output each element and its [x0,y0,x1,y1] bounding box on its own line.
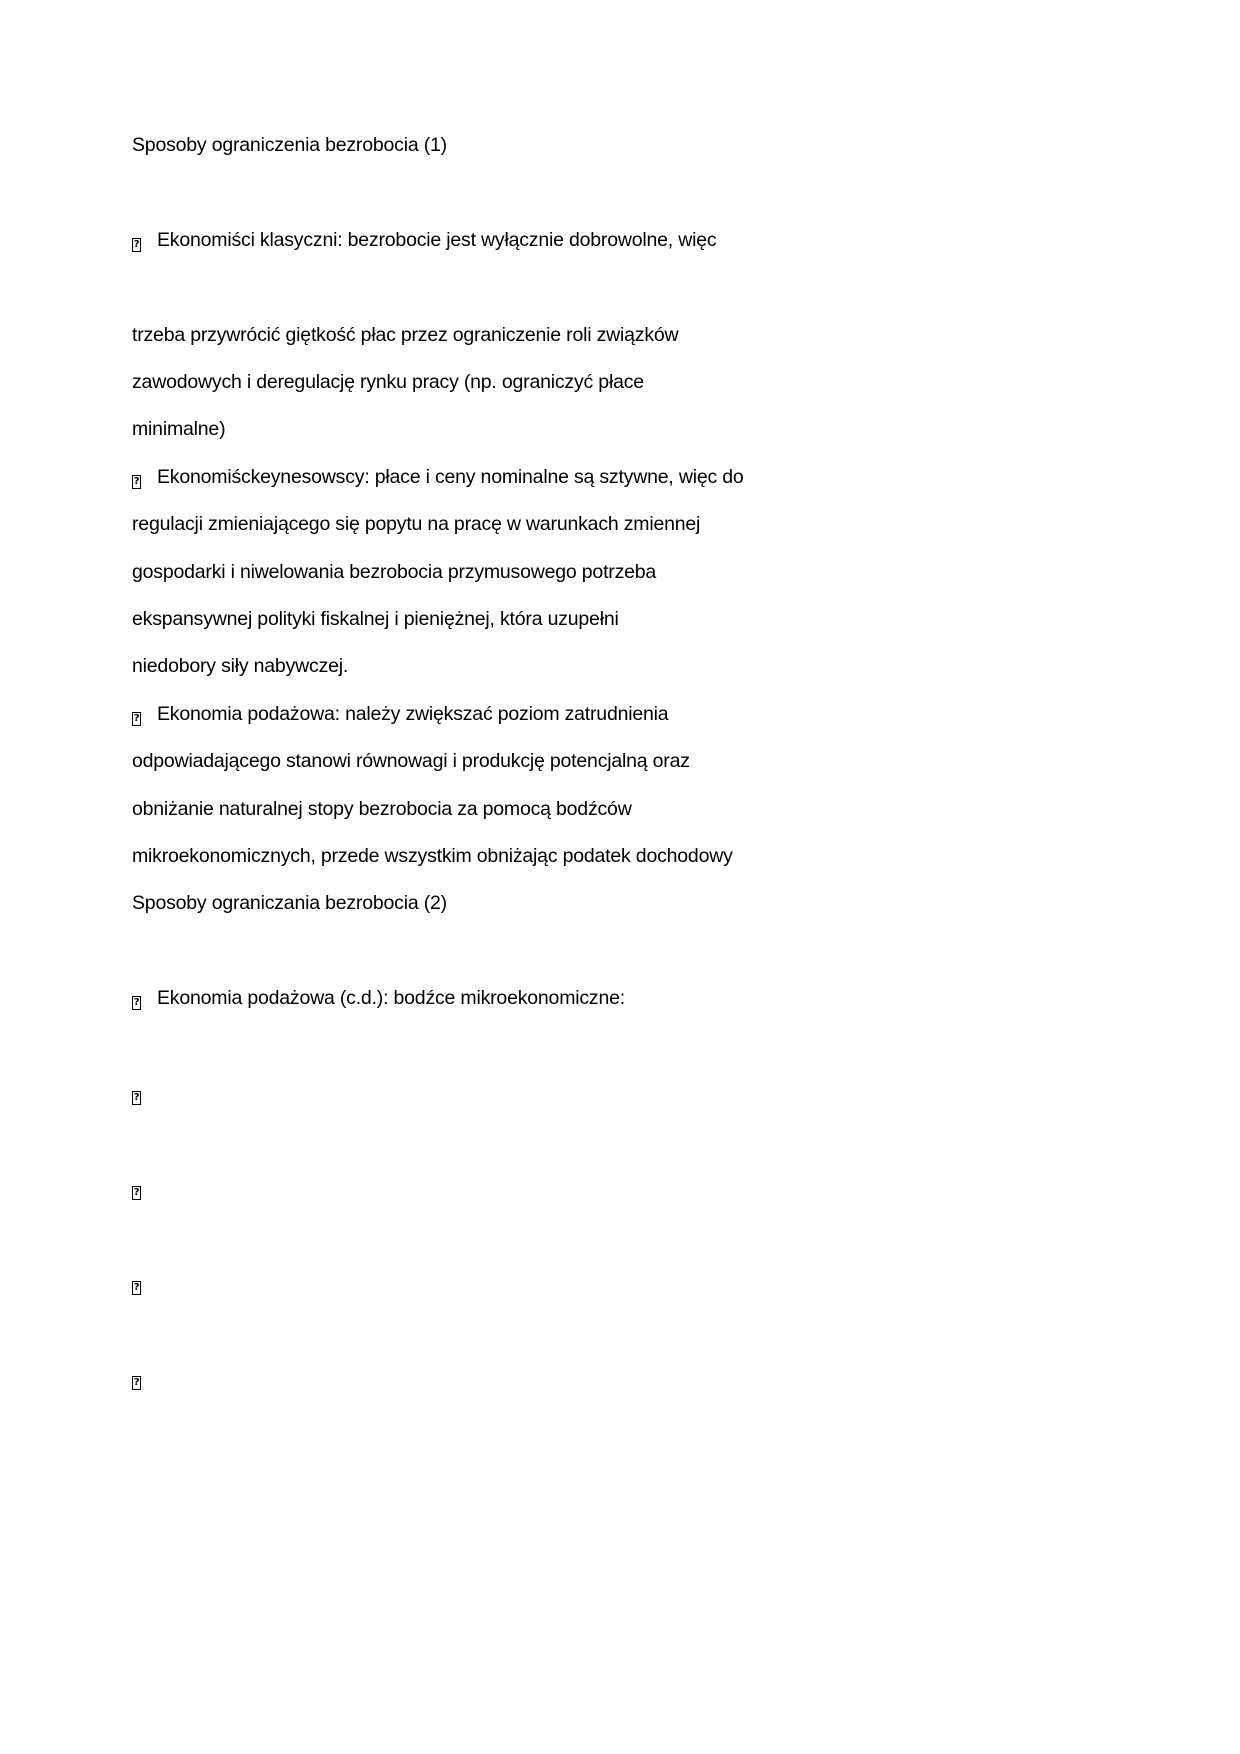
missing-glyph-bullet-icon: ? [133,1092,140,1103]
paragraph-line: odpowiadającego stanowi równowagi i produkcję potencjalną oraz [132,750,690,772]
missing-glyph-bullet-icon: ? [133,1377,140,1388]
missing-glyph-bullet-icon: ? [133,1187,140,1198]
paragraph-line: ekspansywnej polityki fiskalnej i pieniężnej, która uzupełni [132,608,619,630]
bullet-item-keynesian [132,465,744,489]
bullet-item-classical [132,228,716,252]
bullet-item-supply-side-cont [132,986,625,1010]
missing-glyph-bullet-icon: ? [133,713,140,724]
empty-bullet-item [132,1081,157,1105]
section-heading-1: Sposoby ograniczenia bezrobocia (1) [132,134,447,156]
paragraph-line: trzeba przywrócić giętkość płac przez ograniczenie roli związków [132,324,679,346]
paragraph-line: regulacji zmieniającego się popytu na pracę w warunkach zmiennej [132,513,701,535]
paragraph-line: minimalne) [132,418,226,440]
missing-glyph-bullet-icon: ? [133,476,140,487]
paragraph-line: gospodarki i niwelowania bezrobocia przymusowego potrzeba [132,561,657,583]
empty-bullet-item [132,1366,157,1390]
paragraph-line: niedobory siły nabywczej. [132,655,349,677]
paragraph-line: mikroekonomicznych, przede wszystkim obniżając podatek dochodowy [132,845,733,867]
bullet-text: Ekonomia podażowa: należy zwiększać poziom zatrudnienia [157,703,669,725]
missing-glyph-bullet-icon: ? [133,1282,140,1293]
section-heading-2: Sposoby ograniczania bezrobocia (2) [132,892,447,914]
bullet-item-supply-side [132,702,668,726]
empty-bullet-item [132,1271,157,1295]
missing-glyph-bullet-icon: ? [133,997,140,1008]
paragraph-line: zawodowych i deregulację rynku pracy (np. ograniczyć płace [132,371,644,393]
bullet-text: Ekonomia podażowa (c.d.): bodźce mikroekonomiczne: [157,987,625,1009]
missing-glyph-bullet-icon: ? [133,239,140,250]
bullet-text: Ekonomiśckeynesowscy: płace i ceny nominalne są sztywne, więc do [157,466,744,488]
empty-bullet-item [132,1176,157,1200]
bullet-text: Ekonomiści klasyczni: bezrobocie jest wyłącznie dobrowolne, więc [157,229,717,251]
paragraph-line: obniżanie naturalnej stopy bezrobocia za pomocą bodźców [132,798,632,820]
